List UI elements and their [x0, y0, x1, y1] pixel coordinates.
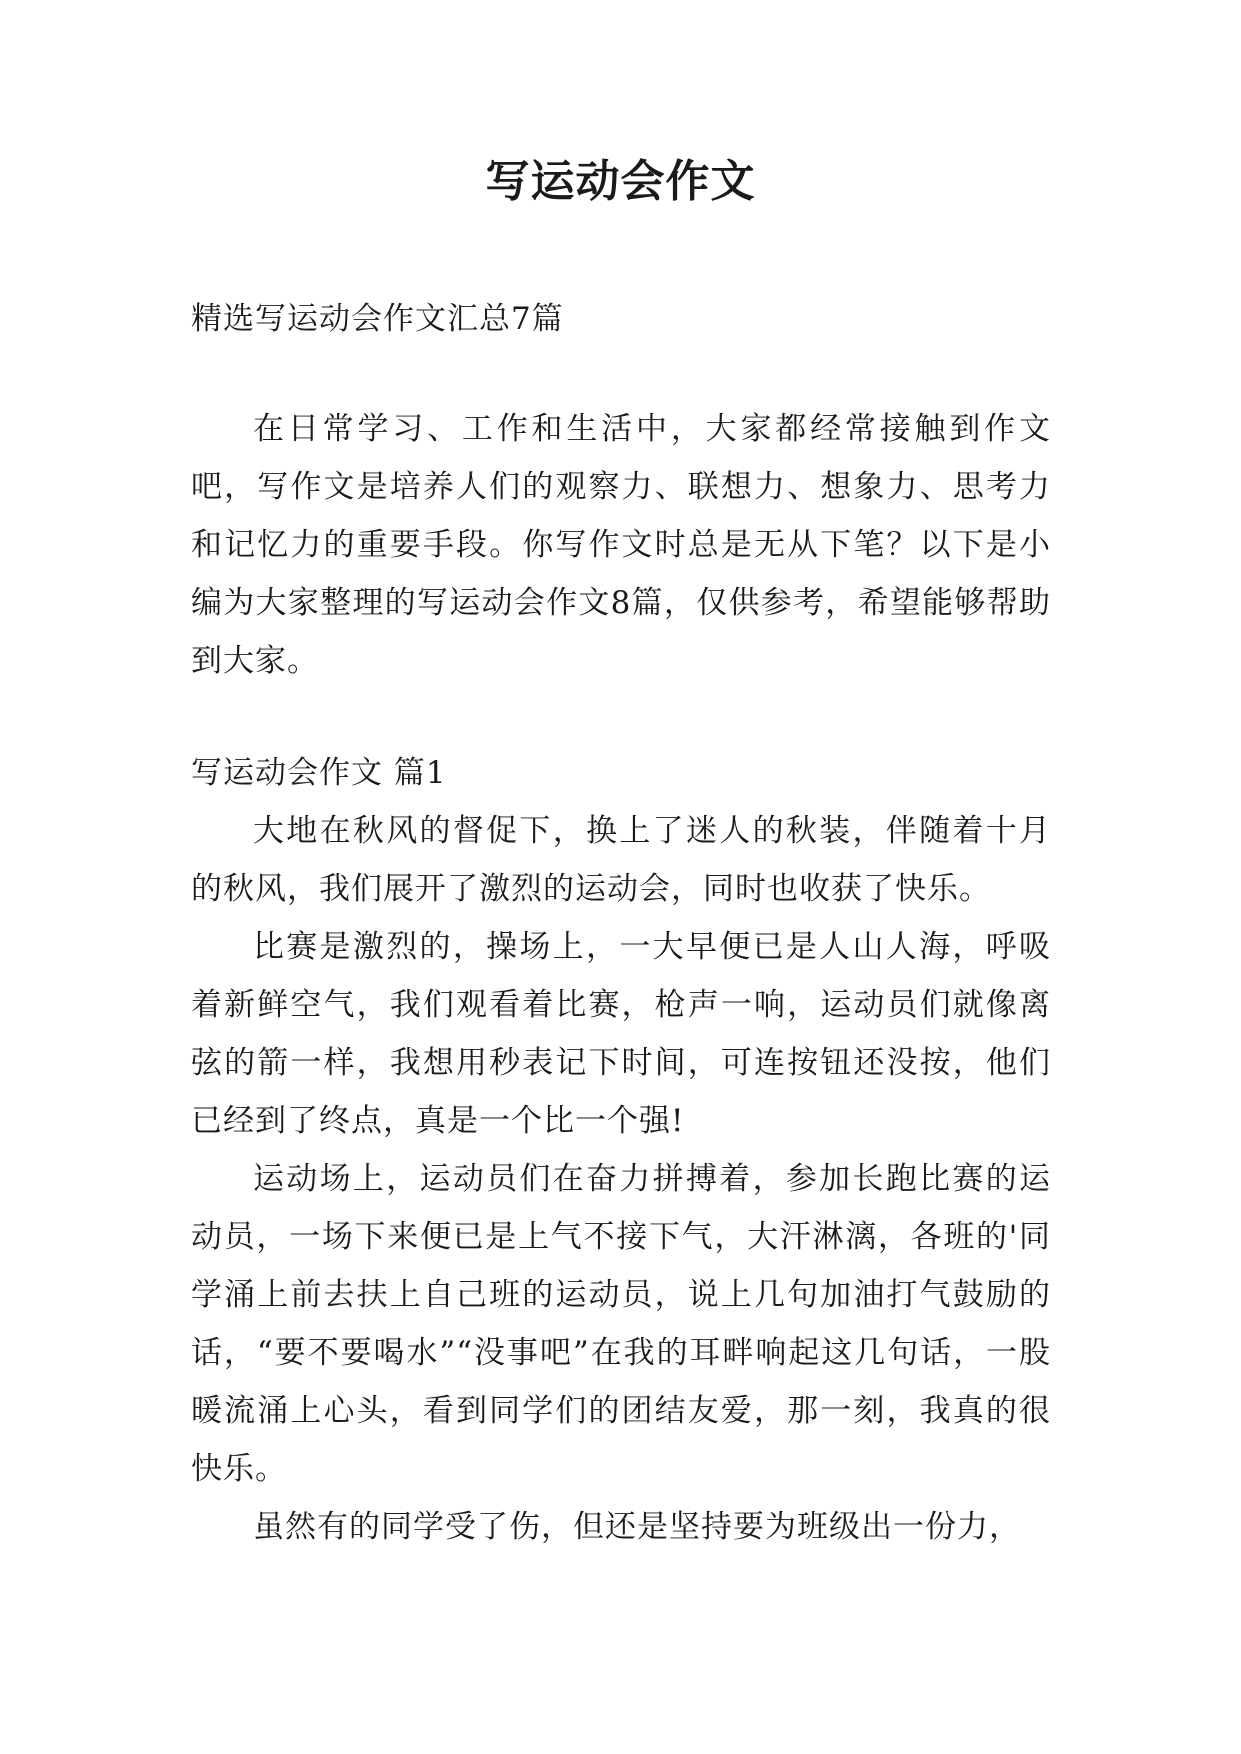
intro-paragraph: 在日常学习、工作和生活中，大家都经常接触到作文吧，写作文是培养人们的观察力、联想力、想象力、思考力和记忆力的重要手段。你写作文时总是无从下笔？以下是小编为大家整理的写运动会作文8篇，仅供参考，希望能够帮助到大家。: [191, 411, 1051, 679]
section-heading: 写运动会作文 篇1: [191, 755, 447, 791]
body-paragraph: 比赛是激烈的，操场上，一大早便已是人山人海，呼吸着新鲜空气，我们观看着比赛，枪声一响，运动员们就像离弦的箭一样，我想用秒表记下时间，可连按钮还没按，他们已经到了终点，真是一个比一个强!: [191, 929, 1051, 1139]
document-body: [191, 290, 1051, 1556]
body-paragraph: 运动场上，运动员们在奋力拼搏着，参加长跑比赛的运动员，一场下来便已是上气不接下气，大汗淋漓，各班的'同学涌上前去扶上自己班的运动员，说上几句加油打气鼓励的话，“要不要喝水”“没事吧”在我的耳畔响起这几句话，一股暖流涌上心头，看到同学们的团结友爱，那一刻，我真的很快乐。: [191, 1161, 1051, 1487]
body-paragraph: 虽然有的同学受了伤，但还是坚持要为班级出一份力，: [253, 1509, 1021, 1545]
document-title: 写运动会作文: [485, 156, 756, 207]
body-paragraph: 大地在秋风的督促下，换上了迷人的秋装，伴随着十月的秋风，我们展开了激烈的运动会，同时也收获了快乐。: [191, 813, 1051, 907]
document-subtitle: 精选写运动会作文汇总7篇: [191, 301, 564, 337]
